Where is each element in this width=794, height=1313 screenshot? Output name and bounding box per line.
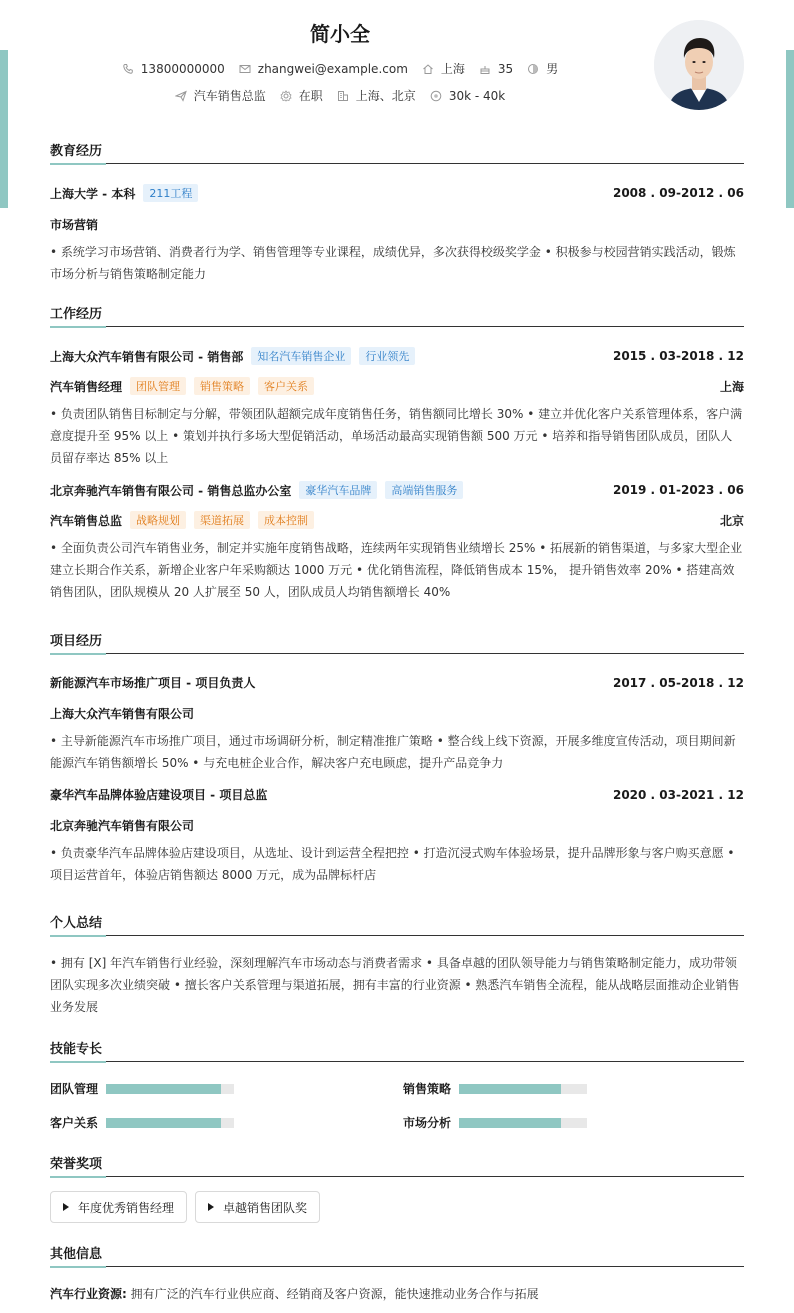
locations-value: 上海、北京 (355, 89, 416, 103)
skill-bar-fill (106, 1118, 221, 1128)
gender-value: 男 (546, 62, 559, 76)
job-role-row (50, 511, 744, 529)
status-info (280, 87, 323, 104)
resume-header (0, 0, 794, 130)
work-section (50, 303, 744, 603)
email-info (239, 62, 408, 76)
skill-tag: 渠道拓展 (194, 511, 250, 529)
major-name: 市场营销 (50, 218, 99, 232)
job-city: 北京 (719, 513, 744, 528)
job-company: 上海大众汽车销售有限公司 - 销售部 (50, 349, 244, 364)
skill-bar (459, 1118, 587, 1128)
award-label: 年度优秀销售经理 (78, 1200, 175, 1215)
skill-bar-fill (106, 1084, 221, 1094)
company-tag: 行业领先 (359, 347, 415, 365)
skill-tag: 销售策略 (194, 377, 250, 395)
skill-name: 团队管理 (50, 1082, 99, 1096)
major-row (50, 216, 744, 233)
project-date: 2017 . 05-2018 . 12 (612, 675, 744, 690)
school-tag: 211工程 (143, 184, 198, 202)
honors-title: 荣誉奖项 (50, 1153, 744, 1177)
skill-tag: 战略规划 (130, 511, 186, 529)
education-header-row (50, 184, 744, 202)
project-header-row (50, 786, 744, 803)
coin-icon (430, 90, 442, 102)
project-description: • 负责豪华汽车品牌体验店建设项目，从选址、设计到运营全程把控 • 打造沉浸式购车体验场景，提升品牌形象与客户购买意愿 • 项目运营首年，体验店销售额达 8000 万元，成为品牌标杆店 (50, 846, 735, 882)
age-value: 35 (497, 61, 514, 76)
phone-icon (122, 63, 134, 75)
play-triangle-icon (208, 1203, 214, 1211)
city-value: 上海 (440, 62, 465, 76)
job-description: • 负责团队销售目标制定与分解，带领团队超额完成年度销售任务，销售额同比增长 30% • 建立并优化客户关系管理体系，客户满意度提升至 95% 以上 • 策划并执行多场大型促销活动，单场活动最高实现销售额 500 万元 • 培养和指导销售团队成员，团队人员留存率达 85% 以上 (50, 407, 743, 465)
projects-title: 项目经历 (50, 630, 744, 654)
skill-bar-fill (459, 1118, 561, 1128)
skill-name: 客户关系 (50, 1116, 99, 1130)
job-company: 北京奔驰汽车销售有限公司 - 销售总监办公室 (50, 483, 292, 498)
other-label: 汽车行业资源: (50, 1287, 127, 1301)
other-text: 拥有广泛的汽车行业供应商、经销商及客户资源，能快速推动业务合作与拓展 (130, 1287, 539, 1301)
skills-title: 技能专长 (50, 1038, 744, 1062)
portrait-image (654, 20, 744, 110)
award-label: 卓越销售团队奖 (223, 1200, 308, 1215)
education-title: 教育经历 (50, 140, 744, 164)
summary-title: 个人总结 (50, 912, 744, 936)
skill-item (50, 1114, 234, 1131)
position-value: 汽车销售总监 (193, 89, 266, 103)
skill-tag: 客户关系 (258, 377, 314, 395)
project-entry (50, 674, 744, 774)
gender-info (527, 60, 558, 77)
award-chip[interactable] (195, 1191, 320, 1223)
job-header-row (50, 347, 744, 365)
project-company: 上海大众汽车销售有限公司 (50, 707, 195, 721)
job-header-row (50, 481, 744, 499)
skill-item (403, 1080, 587, 1097)
salary-info (430, 89, 505, 103)
education-section (50, 140, 744, 285)
other-title: 其他信息 (50, 1243, 744, 1267)
skills-section (50, 1038, 744, 1138)
age-info (479, 62, 513, 76)
project-date: 2020 . 03-2021 . 12 (612, 787, 744, 802)
job-city: 上海 (719, 379, 744, 394)
email-address: zhangwei@example.com (257, 61, 408, 76)
company-tag: 知名汽车销售企业 (251, 347, 351, 365)
job-role-row (50, 377, 744, 395)
summary-description: • 拥有 [X] 年汽车销售行业经验，深刻理解汽车市场动态与消费者需求 • 具备卓越的团队领导能力与销售策略制定能力，成功带领团队实现多次业绩突破 • 擅长客户关系管理与渠道拓展，拥有丰富的行业资源 • 熟悉汽车销售全流程，能从战略层面推动企业销售业务发展 (50, 956, 740, 1014)
project-name: 豪华汽车品牌体验店建设项目 - 项目总监 (50, 788, 268, 802)
job-role: 汽车销售经理 (50, 379, 123, 394)
other-section (50, 1243, 744, 1305)
award-chip[interactable] (50, 1191, 187, 1223)
gear-icon (280, 90, 292, 102)
locations-info (337, 87, 416, 104)
contact-row (0, 60, 680, 77)
phone-number: 13800000000 (140, 61, 225, 76)
company-tag: 高端销售服务 (385, 481, 463, 499)
project-company: 北京奔驰汽车销售有限公司 (50, 819, 195, 833)
candidate-name: 简小全 (310, 22, 370, 46)
play-triangle-icon (63, 1203, 69, 1211)
mail-icon (239, 63, 251, 75)
position-info (175, 87, 266, 104)
skill-name: 销售策略 (403, 1082, 452, 1096)
project-company-row (50, 705, 744, 722)
projects-section (50, 630, 744, 886)
job-date: 2019 . 01-2023 . 06 (612, 483, 744, 497)
job-description: • 全面负责公司汽车销售业务，制定并实施年度销售战略，连续两年实现销售业绩增长 25% • 拓展新的销售渠道，与多家大型企业建立长期合作关系，新增企业客户年采购额达 1000 万元 • 优化销售流程，降低销售成本 15%， 提升销售效率 20% • 搭建高效销售团队，团队规模从 20 人扩展至 50 人，团队成员人均销售额增长 40% (50, 541, 743, 599)
skill-bar (106, 1084, 234, 1094)
project-company-row (50, 817, 744, 834)
honors-section (50, 1153, 744, 1233)
status-value: 在职 (298, 89, 323, 103)
education-description: • 系统学习市场营销、消费者行为学、销售管理等专业课程，成绩优异，多次获得校级奖学金 • 积极参与校园营销实践活动，锻炼市场分析与销售策略制定能力 (50, 245, 736, 281)
project-header-row (50, 674, 744, 691)
building-icon (337, 90, 349, 102)
project-name: 新能源汽车市场推广项目 - 项目负责人 (50, 676, 256, 690)
project-description: • 主导新能源汽车市场推广项目，通过市场调研分析，制定精准推广策略 • 整合线上线下资源，开展多维度宣传活动，项目期间新能源汽车销售额增长 50% • 与充电桩企业合作，解决客户充电顾虑，提升产品竞争力 (50, 734, 736, 770)
skill-bar (106, 1118, 234, 1128)
cake-icon (479, 63, 491, 75)
work-title: 工作经历 (50, 303, 744, 327)
avatar (654, 20, 744, 110)
skill-bar-fill (459, 1084, 561, 1094)
skill-bar (459, 1084, 587, 1094)
job-info-row (0, 87, 680, 104)
company-tag: 豪华汽车品牌 (299, 481, 377, 499)
skill-item (403, 1114, 587, 1131)
job-date: 2015 . 03-2018 . 12 (612, 349, 744, 363)
home-icon (422, 63, 434, 75)
skill-tag: 团队管理 (130, 377, 186, 395)
send-icon (175, 90, 187, 102)
education-date: 2008 . 09-2012 . 06 (612, 186, 744, 200)
skill-name: 市场分析 (403, 1116, 452, 1130)
summary-section (50, 912, 744, 1018)
school-name: 上海大学 - 本科 (50, 186, 136, 201)
project-entry (50, 786, 744, 886)
skill-item (50, 1080, 234, 1097)
city-info (422, 60, 465, 77)
phone-info (122, 62, 225, 76)
other-description (50, 1283, 744, 1305)
salary-value: 30k - 40k (448, 88, 506, 103)
gender-icon (527, 63, 539, 75)
job-entry (50, 481, 744, 603)
job-entry (50, 347, 744, 469)
job-role: 汽车销售总监 (50, 513, 123, 528)
skill-tag: 成本控制 (258, 511, 314, 529)
